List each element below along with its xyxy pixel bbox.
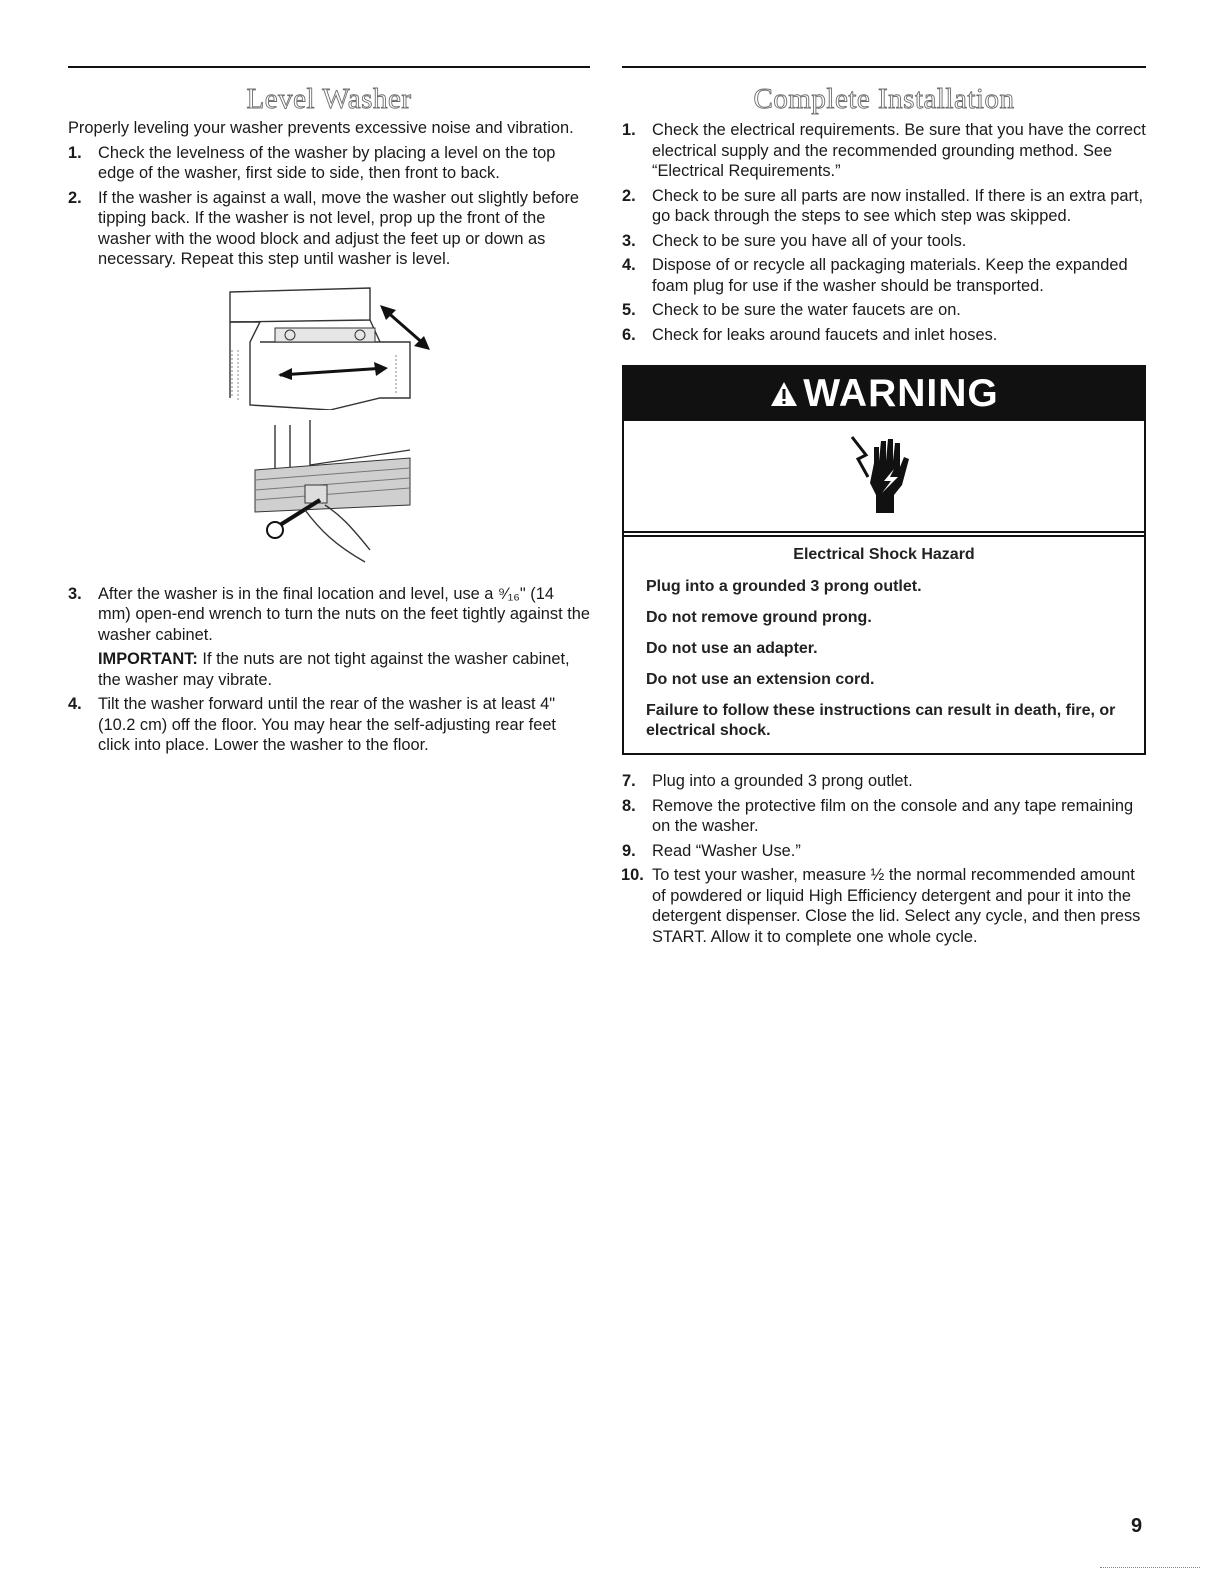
list-item xyxy=(622,231,1146,252)
step-text: Check to be sure you have all of your tools. xyxy=(652,231,967,250)
step-number: 9. xyxy=(622,841,636,860)
warning-icon-area xyxy=(624,421,1144,533)
list-item xyxy=(622,255,1146,296)
footer-divider xyxy=(1100,1567,1200,1568)
step-number: 3. xyxy=(68,584,82,603)
warning-body xyxy=(624,535,1144,753)
step-number: 3. xyxy=(622,231,636,250)
page-number: 9 xyxy=(1131,1515,1143,1537)
list-item xyxy=(622,865,1146,947)
warning-title: WARNING xyxy=(803,372,999,415)
warning-triangle-icon xyxy=(769,380,799,408)
hazard-title: Electrical Shock Hazard xyxy=(793,546,975,563)
list-item xyxy=(622,841,1146,862)
step-text: Check the levelness of the washer by placing a level on the top edge of the washer, first side to side, then front to back. xyxy=(98,143,556,182)
step-text: After the washer is in the final location and level, use a ⁹⁄₁₆" (14 mm) open-end wrench to turn the nuts on the feet tightly against the washer cabinet. xyxy=(98,584,591,644)
step-text: If the washer is against a wall, move the washer out slightly before tipping back. If the washer is not level, prop up the front of the washer with the wood block and adjust the feet up or down as necessary. Repeat this step until washer is level. xyxy=(98,188,580,268)
step-number: 4. xyxy=(68,695,82,713)
important-text: If the nuts are not tight against the washer cabinet, the washer may vibrate. xyxy=(98,650,570,689)
intro-paragraph: Properly leveling your washer prevents excessive noise and vibration. xyxy=(68,119,574,137)
warning-line: Do not use an adapter. xyxy=(646,640,818,657)
list-item xyxy=(622,796,1146,837)
list-item xyxy=(68,143,590,184)
warning-line: Do not remove ground prong. xyxy=(646,609,872,626)
step-number: 2. xyxy=(622,186,636,205)
install-steps-list xyxy=(622,120,1146,345)
washer-level-illustration xyxy=(220,280,450,580)
wrench-foot-image xyxy=(220,410,450,580)
level-steps-list xyxy=(68,143,590,270)
step-text: Check the electrical requirements. Be sure that you have the correct electrical supply and the recommended grounding method. See “Electrical Requirements.” xyxy=(652,121,1146,180)
step-text: Tilt the washer forward until the rear of the washer is at least 4" (10.2 cm) off the floor. You may hear the self-adjusting rear feet click into place. Lower the washer to the floor. xyxy=(98,695,556,754)
step-text: Plug into a grounded 3 prong outlet. xyxy=(652,772,913,790)
warning-box xyxy=(622,365,1146,755)
step-number: 4. xyxy=(622,256,636,274)
warning-line: Failure to follow these instructions can result in death, fire, or electrical shock. xyxy=(646,702,1116,739)
section-title: Complete Installation xyxy=(753,83,1015,115)
install-steps-list-continued xyxy=(622,771,1146,947)
electrical-shock-hand-icon xyxy=(844,433,924,519)
step-text: To test your washer, measure ½ the normal recommended amount of powdered or liquid High Efficiency detergent and pour it into the detergent dispenser. Close the lid. Select any cycle, and then press START. Allow it to complete one whole cycle. xyxy=(652,866,1141,946)
important-note xyxy=(98,649,590,690)
important-label: IMPORTANT: xyxy=(98,650,198,668)
section-rule xyxy=(622,66,1146,68)
list-item xyxy=(68,188,590,270)
step-number: 10. xyxy=(621,866,644,884)
step-number: 1. xyxy=(68,143,82,162)
level-steps-list-continued xyxy=(68,584,590,756)
list-item xyxy=(622,120,1146,182)
step-text: Dispose of or recycle all packaging materials. Keep the expanded foam plug for use if the washer should be transported. xyxy=(652,256,1128,295)
step-text: Remove the protective film on the console and any tape remaining on the washer. xyxy=(652,796,1134,835)
list-item xyxy=(68,584,590,691)
list-item xyxy=(622,300,1146,321)
level-washer-section xyxy=(68,66,590,756)
step-number: 2. xyxy=(68,188,82,207)
section-title: Level Washer xyxy=(246,83,412,115)
list-item xyxy=(622,325,1146,346)
step-number: 6. xyxy=(622,325,636,344)
warning-header xyxy=(624,367,1144,421)
step-number: 7. xyxy=(622,772,636,790)
warning-line: Plug into a grounded 3 prong outlet. xyxy=(646,578,922,595)
step-number: 5. xyxy=(622,301,636,319)
step-text: Read “Washer Use.” xyxy=(652,841,801,860)
washer-tilt-image xyxy=(220,280,450,410)
complete-installation-section xyxy=(622,66,1146,947)
step-text: Check to be sure the water faucets are on. xyxy=(652,301,961,319)
section-rule xyxy=(68,66,590,68)
step-number: 8. xyxy=(622,796,636,815)
list-item xyxy=(68,694,590,756)
step-text: Check to be sure all parts are now installed. If there is an extra part, go back through the steps to see which step was skipped. xyxy=(652,186,1144,225)
step-number: 1. xyxy=(622,121,636,139)
step-text: Check for leaks around faucets and inlet hoses. xyxy=(652,325,998,344)
warning-line: Do not use an extension cord. xyxy=(646,671,875,688)
list-item xyxy=(622,771,1146,792)
list-item xyxy=(622,186,1146,227)
